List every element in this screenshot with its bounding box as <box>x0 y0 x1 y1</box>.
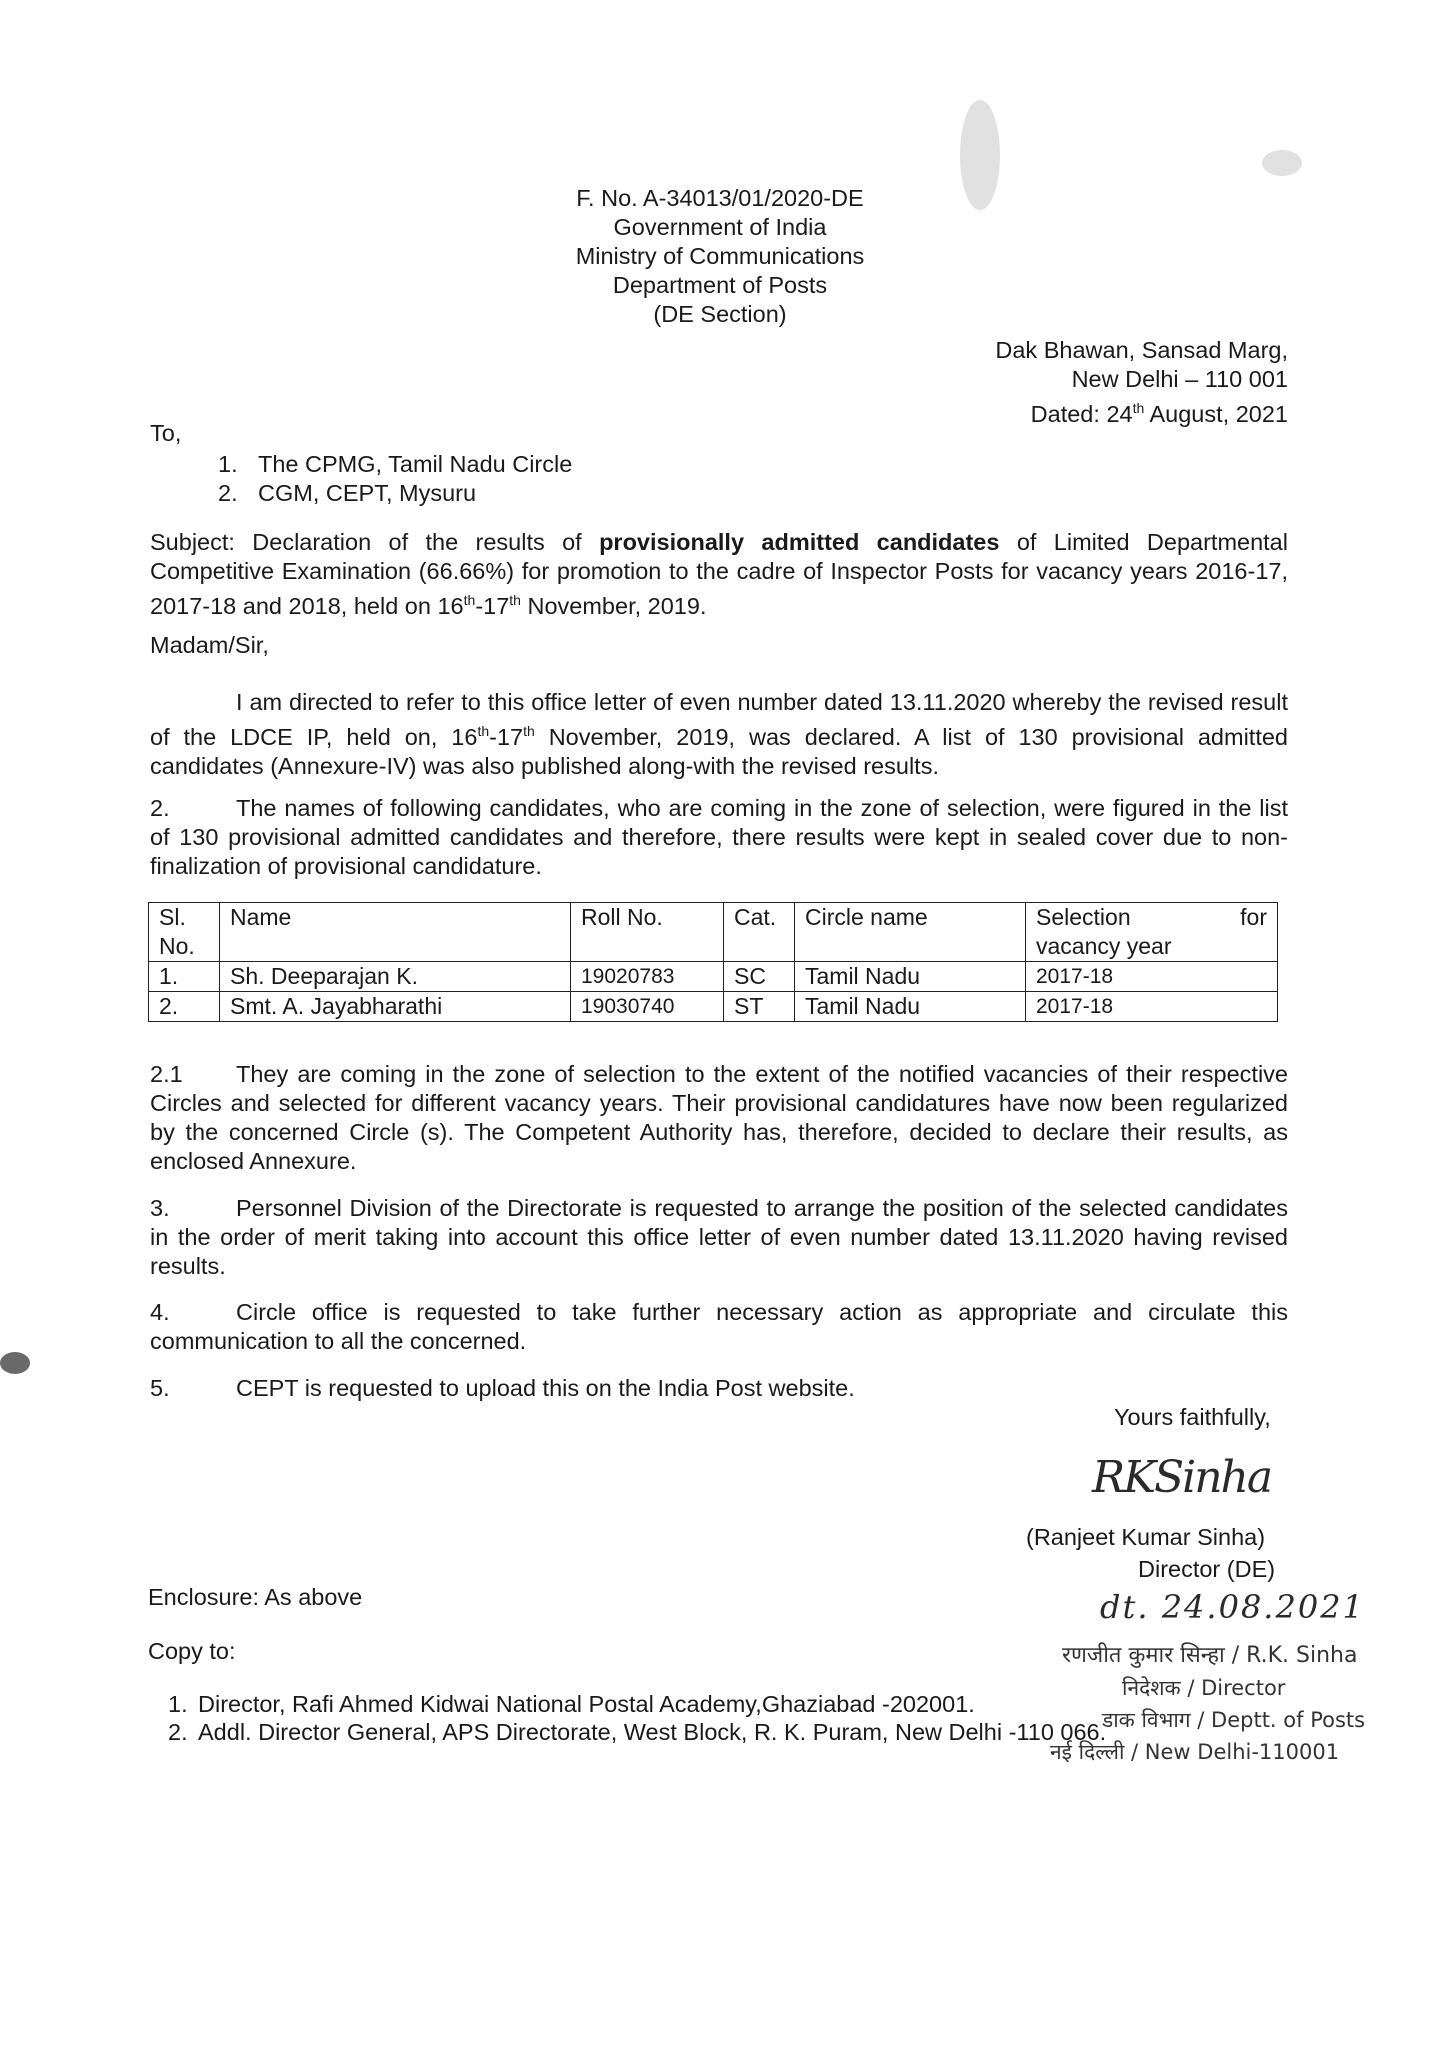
cell-roll: 19020783 <box>571 962 724 992</box>
yours-faithfully: Yours faithfully, <box>1114 1404 1271 1430</box>
table-header-row <box>149 903 1278 962</box>
department-line: Department of Posts <box>612 272 828 298</box>
stamp-line-dept: डाक विभाग / Deptt. of Posts <box>1102 1708 1366 1732</box>
addressee-item: 1. The CPMG, Tamil Nadu Circle <box>218 451 573 477</box>
scan-smudge <box>1262 150 1302 176</box>
subject: Subject: Declaration of the results of provisionally admitted candidates of Limited Departmental Competitive Examination (66.66%) for promotion to the cadre of Inspector Posts for vacancy years 2016-17, 2017-18 and 2018, held on 16th-17th November, 2019. <box>150 529 1288 619</box>
copy-to-item: 1. Director, Rafi Ahmed Kidwai National Postal Academy,Ghaziabad -202001. <box>168 1691 975 1717</box>
header-circle: Circle name <box>795 903 1026 962</box>
paragraph-3: 3. Personnel Division of the Directorate is requested to arrange the position of the selected candidates in the order of merit taking into account this office letter of even number dated 13.11.2020 having revised results. <box>150 1195 1288 1279</box>
stamp-line-name: रणजीत कुमार सिन्हा / R.K. Sinha <box>1062 1643 1358 1668</box>
stamp-line-city: नई दिल्ली / New Delhi-110001 <box>1050 1740 1340 1764</box>
paragraph-2-1: 2.1 They are coming in the zone of selection to the extent of the notified vacancies of their respective Circles and selected for different vacancy years. Their provisional candidatures have now been regularized by the concerned Circle (s). The Competent Authority has, therefore, decided to declare their results, as enclosed Annexure. <box>150 1061 1288 1174</box>
signature: RKSinha <box>1092 1452 1272 1503</box>
header-roll: Roll No. <box>571 903 724 962</box>
cell-roll: 19030740 <box>571 992 724 1022</box>
cell-circle: Tamil Nadu <box>795 962 1026 992</box>
addressee-item: 2. CGM, CEPT, Mysuru <box>218 480 477 506</box>
signatory-name: (Ranjeet Kumar Sinha) <box>1026 1524 1266 1550</box>
results-table <box>148 902 1278 1022</box>
cell-cat: ST <box>724 992 795 1022</box>
paragraph-5: 5. CEPT is requested to upload this on the India Post website. <box>150 1375 855 1401</box>
section-line: (DE Section) <box>653 301 787 327</box>
handwritten-date: dt. 24.08.2021 <box>1100 1588 1365 1626</box>
signatory-designation: Director (DE) <box>1138 1556 1276 1582</box>
header-cat: Cat. <box>724 903 795 962</box>
copy-to-list <box>168 1690 1106 1746</box>
cell-sl: 2. <box>149 992 220 1022</box>
enclosure-note: Enclosure: As above <box>148 1584 363 1610</box>
cell-year: 2017-18 <box>1026 962 1278 992</box>
scan-smudge <box>0 1352 30 1374</box>
cell-name: Sh. Deeparajan K. <box>220 962 571 992</box>
header-selection: Selection for vacancy year <box>1026 903 1278 962</box>
copy-to-item: 2. Addl. Director General, APS Directorate, West Block, R. K. Puram, New Delhi -110 066. <box>168 1719 1107 1745</box>
salutation: Madam/Sir, <box>150 632 269 658</box>
address-line-1: Dak Bhawan, Sansad Marg, <box>995 337 1288 363</box>
sender-address <box>860 336 1288 429</box>
scan-smudge <box>960 100 1000 210</box>
cell-name: Smt. A. Jayabharathi <box>220 992 571 1022</box>
cell-sl: 1. <box>149 962 220 992</box>
table-row <box>149 992 1278 1022</box>
copy-to-label: Copy to: <box>148 1638 236 1664</box>
letter-date: Dated: 24th August, 2021 <box>1030 400 1288 427</box>
cell-circle: Tamil Nadu <box>795 992 1026 1022</box>
government-line: Government of India <box>613 214 827 240</box>
cell-year: 2017-18 <box>1026 992 1278 1022</box>
letter-header <box>520 184 920 329</box>
header-name: Name <box>220 903 571 962</box>
stamp-line-designation: निदेशक / Director <box>1122 1676 1286 1700</box>
paragraph-1: I am directed to refer to this office letter of even number dated 13.11.2020 whereby the revised result of the LDCE IP, held on, 16th-17th November, 2019, was declared. A list of 130 provisional admitted candidates (Annexure-IV) was also published along-with the revised results. <box>150 689 1288 779</box>
paragraph-2: 2. The names of following candidates, who are coming in the zone of selection, were figured in the list of 130 provisional admitted candidates and therefore, there results were kept in sealed cover due to non-finalization of provisional candidature. <box>150 795 1288 879</box>
to-label: To, <box>150 420 182 446</box>
paragraph-4: 4. Circle office is requested to take further necessary action as appropriate and circulate this communication to all the concerned. <box>150 1299 1288 1354</box>
header-sl: Sl. No. <box>149 903 220 962</box>
ministry-line: Ministry of Communications <box>575 243 865 269</box>
address-line-2: New Delhi – 110 001 <box>1071 366 1288 392</box>
official-stamp <box>1050 1640 1446 1768</box>
addressee-list <box>218 450 572 508</box>
cell-cat: SC <box>724 962 795 992</box>
file-number: F. No. A-34013/01/2020-DE <box>576 185 864 211</box>
table-row <box>149 962 1278 992</box>
